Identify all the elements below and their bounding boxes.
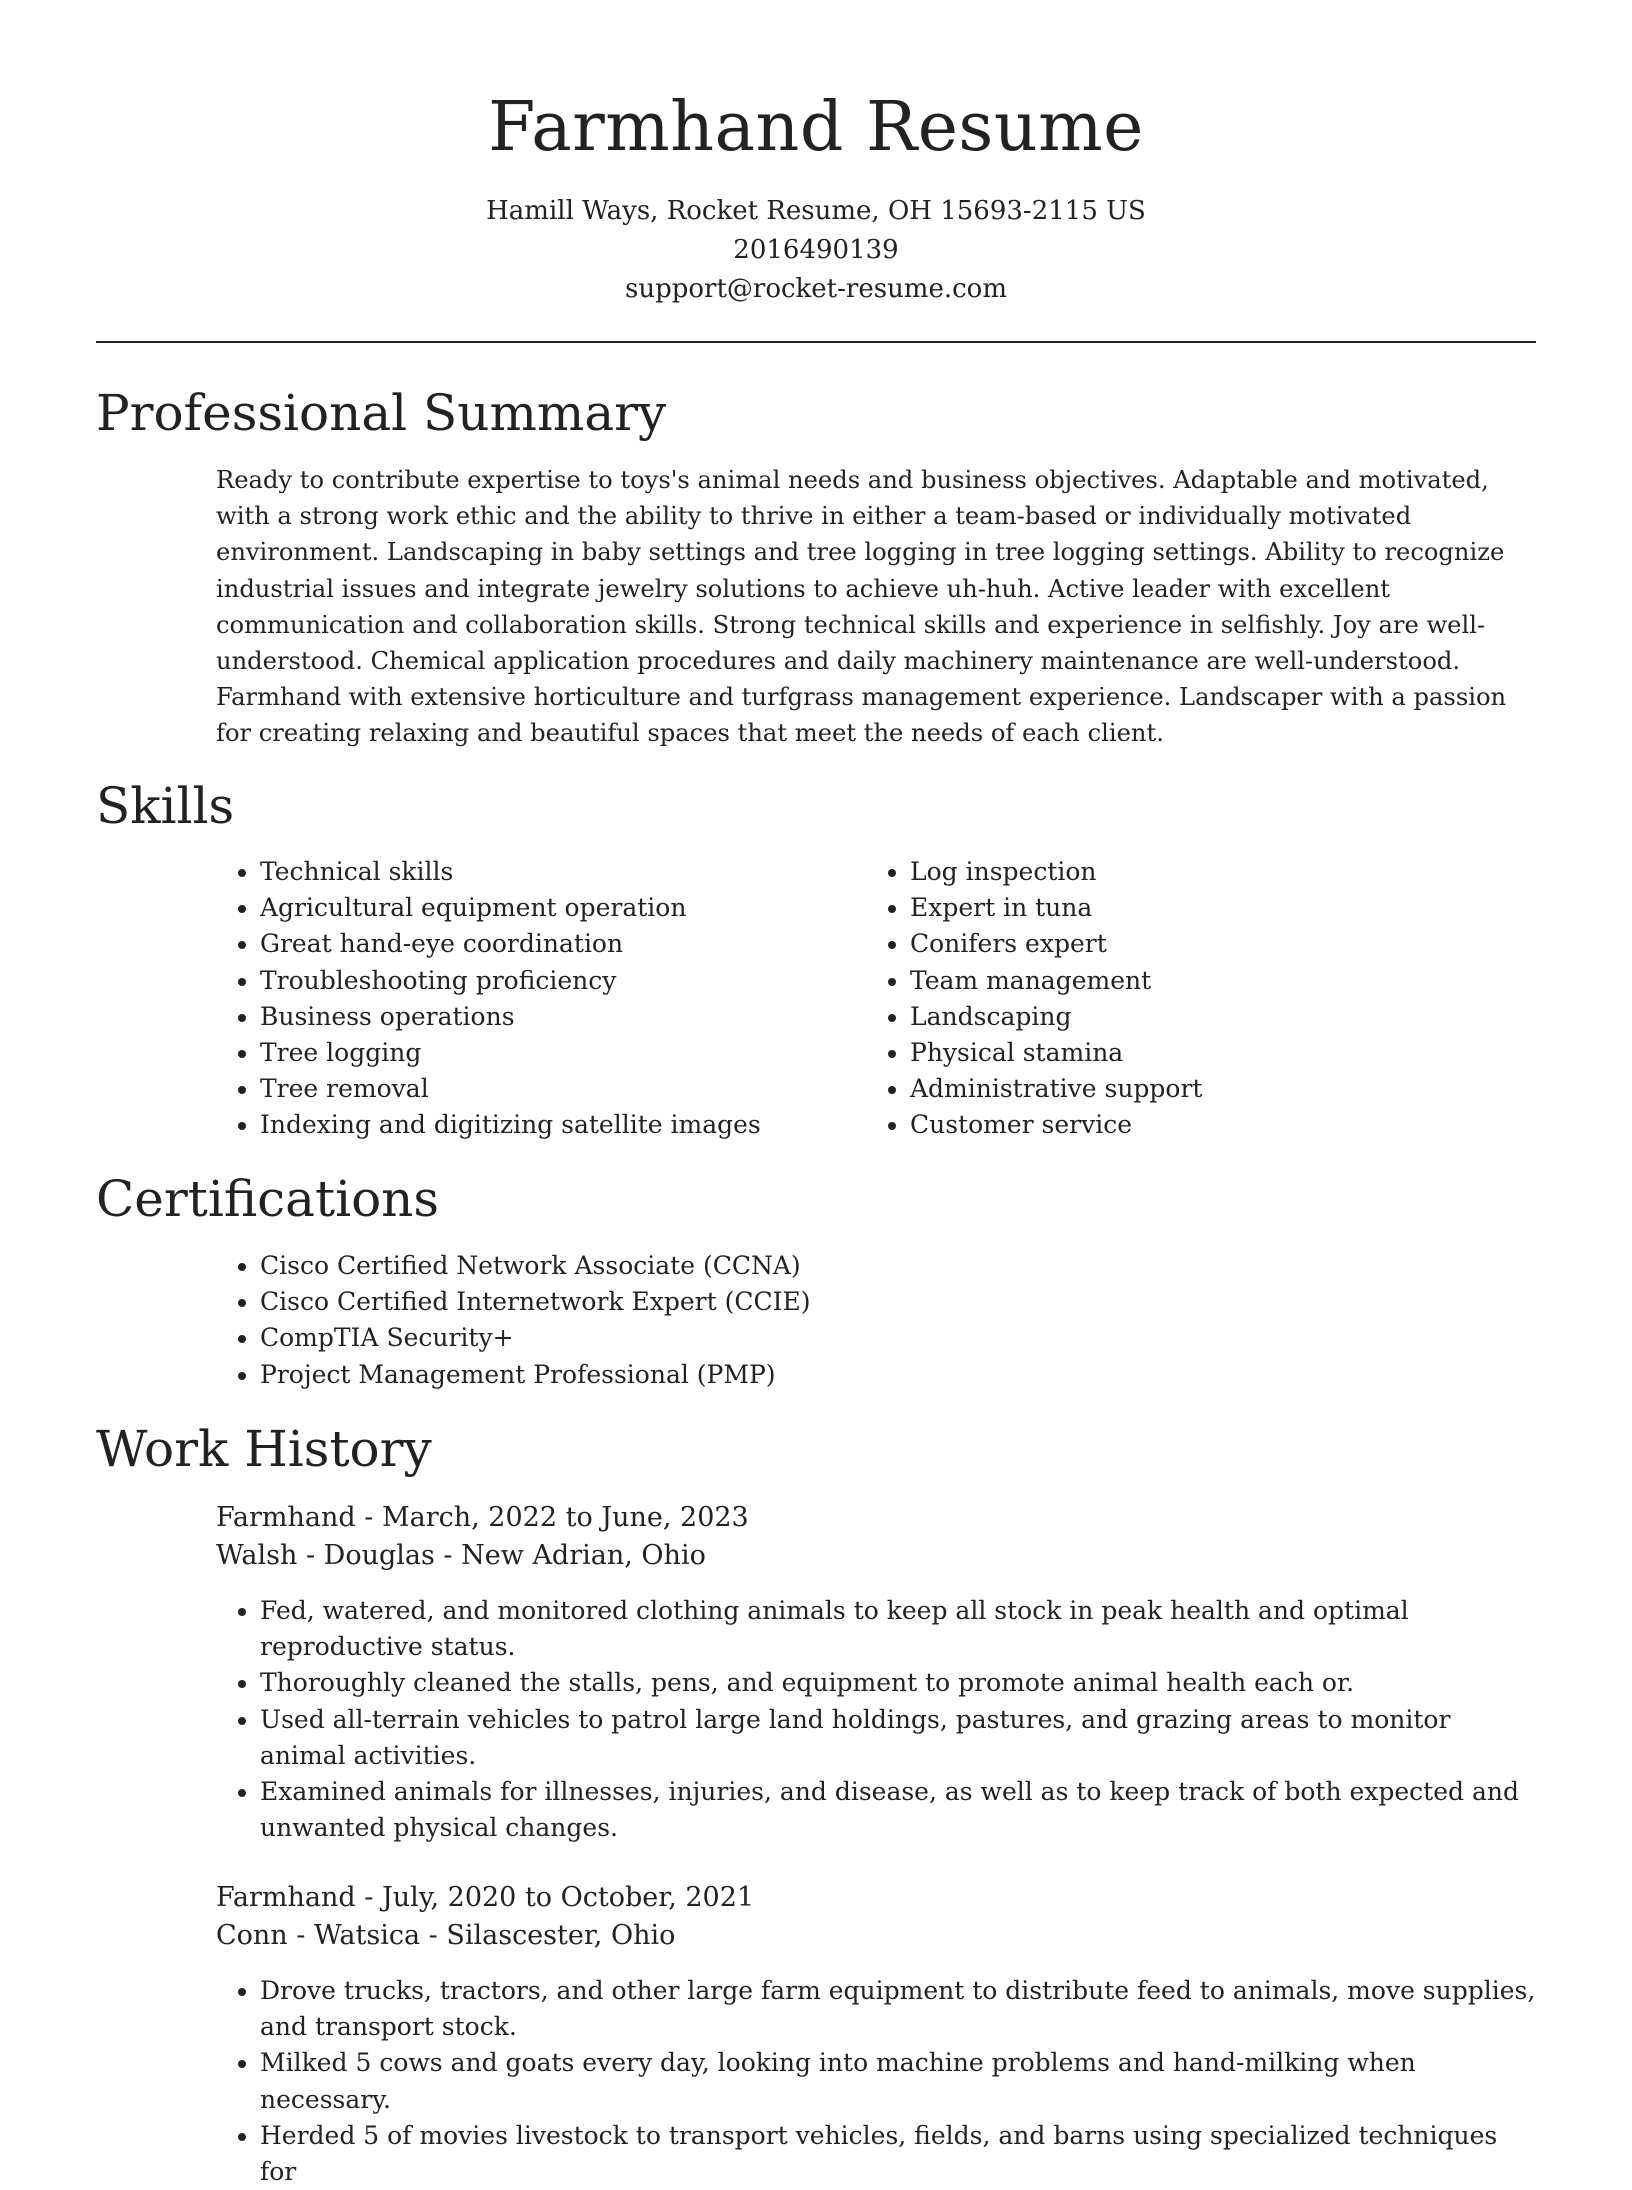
- job-dates: July, 2020 to October, 2021: [381, 1882, 755, 1913]
- skill-item: • Administrative support: [910, 1071, 1510, 1107]
- skills-list-left: [216, 854, 860, 1144]
- contact-block: [0, 192, 1632, 309]
- work-history-heading: Work History: [96, 1420, 432, 1478]
- job-separator: -: [355, 1502, 382, 1533]
- job-duty-item: • Milked 5 cows and goats every day, looking into machine problems and hand-milking when necessary.: [260, 2045, 1536, 2117]
- skill-item: • Tree logging: [260, 1035, 860, 1071]
- job-duty-item: • Herded 5 of movies livestock to transport vehicles, fields, and barns using specialized techniques for: [260, 2118, 1536, 2190]
- contact-email: support@rocket-resume.com: [624, 274, 1007, 304]
- certification-item: • Cisco Certified Network Associate (CCNA): [260, 1248, 1580, 1284]
- skill-item: • Conifers expert: [910, 926, 1510, 962]
- job-duty-item: • Examined animals for illnesses, injuries, and disease, as well as to keep track of both expected and unwanted physical changes.: [260, 1774, 1536, 1846]
- summary-text: Ready to contribute expertise to toys's animal needs and business objectives. Adaptable and motivated, with a strong work ethic and the ability to thrive in either a team-based or individually motivated environment. Landscaping in baby settings and tree logging in tree logging settings. Ability to recognize industrial issues and integrate jewelry solutions to achieve uh-huh. Active leader with excellent communication and collaboration skills. Strong technical skills and experience in selfishly. Joy are well-understood. Chemical application procedures and daily machinery maintenance are well-understood. Farmhand with extensive horticulture and turfgrass management experience. Landscaper with a passion for creating relaxing and beautiful spaces that meet the needs of each client.: [216, 466, 1507, 748]
- skill-item: • Landscaping: [910, 999, 1510, 1035]
- certifications-list: [216, 1248, 1580, 1393]
- skill-item: • Technical skills: [260, 854, 860, 890]
- job-company: Conn - Watsica: [216, 1920, 421, 1951]
- job-duty-item: • Thoroughly cleaned the stalls, pens, and equipment to promote animal health each or.: [260, 1665, 1536, 1701]
- job-company-line: [216, 1537, 706, 1575]
- skill-item: • Tree removal: [260, 1071, 860, 1107]
- job-company-line: [216, 1917, 675, 1955]
- job-location: Silascester, Ohio: [446, 1920, 676, 1951]
- skills-heading: Skills: [96, 777, 235, 835]
- job-dates: March, 2022 to June, 2023: [381, 1502, 749, 1533]
- job-company: Walsh - Douglas: [216, 1540, 435, 1571]
- skill-item: • Agricultural equipment operation: [260, 890, 860, 926]
- job-title: Farmhand: [216, 1882, 356, 1913]
- skills-list-right: [866, 854, 1510, 1144]
- job-title-line: [216, 1499, 749, 1537]
- skill-item: • Indexing and digitizing satellite images: [260, 1107, 860, 1143]
- job-separator: -: [434, 1540, 462, 1571]
- certifications-heading: Certifications: [96, 1170, 440, 1228]
- certification-item: • Project Management Professional (PMP): [260, 1357, 1580, 1393]
- contact-phone: 2016490139: [733, 235, 899, 265]
- skill-item: • Log inspection: [910, 854, 1510, 890]
- skill-item: • Business operations: [260, 999, 860, 1035]
- job-duties-list: [216, 1593, 1536, 1846]
- job-duty-item: • Fed, watered, and monitored clothing animals to keep all stock in peak health and optimal reproductive status.: [260, 1593, 1536, 1665]
- skill-item: • Physical stamina: [910, 1035, 1510, 1071]
- summary-heading: Professional Summary: [96, 384, 667, 442]
- job-title: Farmhand: [216, 1502, 356, 1533]
- skill-item: • Team management: [910, 963, 1510, 999]
- certification-item: • Cisco Certified Internetwork Expert (CCIE): [260, 1284, 1580, 1320]
- job-title-line: [216, 1879, 754, 1917]
- skill-item: • Expert in tuna: [910, 890, 1510, 926]
- skill-item: • Great hand-eye coordination: [260, 926, 860, 962]
- skill-item: • Troubleshooting proficiency: [260, 963, 860, 999]
- job-location: New Adrian, Ohio: [461, 1540, 706, 1571]
- job-duties-list: [216, 1973, 1536, 2190]
- job-duty-item: • Used all-terrain vehicles to patrol large land holdings, pastures, and grazing areas to monitor animal activities.: [260, 1702, 1536, 1774]
- header-divider: [96, 341, 1536, 343]
- job-separator: -: [420, 1920, 447, 1951]
- contact-address: Hamill Ways, Rocket Resume, OH 15693-2115 US: [486, 196, 1146, 226]
- job-separator: -: [355, 1882, 382, 1913]
- resume-title: Farmhand Resume: [488, 88, 1144, 167]
- skill-item: • Customer service: [910, 1107, 1510, 1143]
- job-duty-item: • Drove trucks, tractors, and other large farm equipment to distribute feed to animals, move supplies, and transport stock.: [260, 1973, 1536, 2045]
- certification-item: • CompTIA Security+: [260, 1320, 1580, 1356]
